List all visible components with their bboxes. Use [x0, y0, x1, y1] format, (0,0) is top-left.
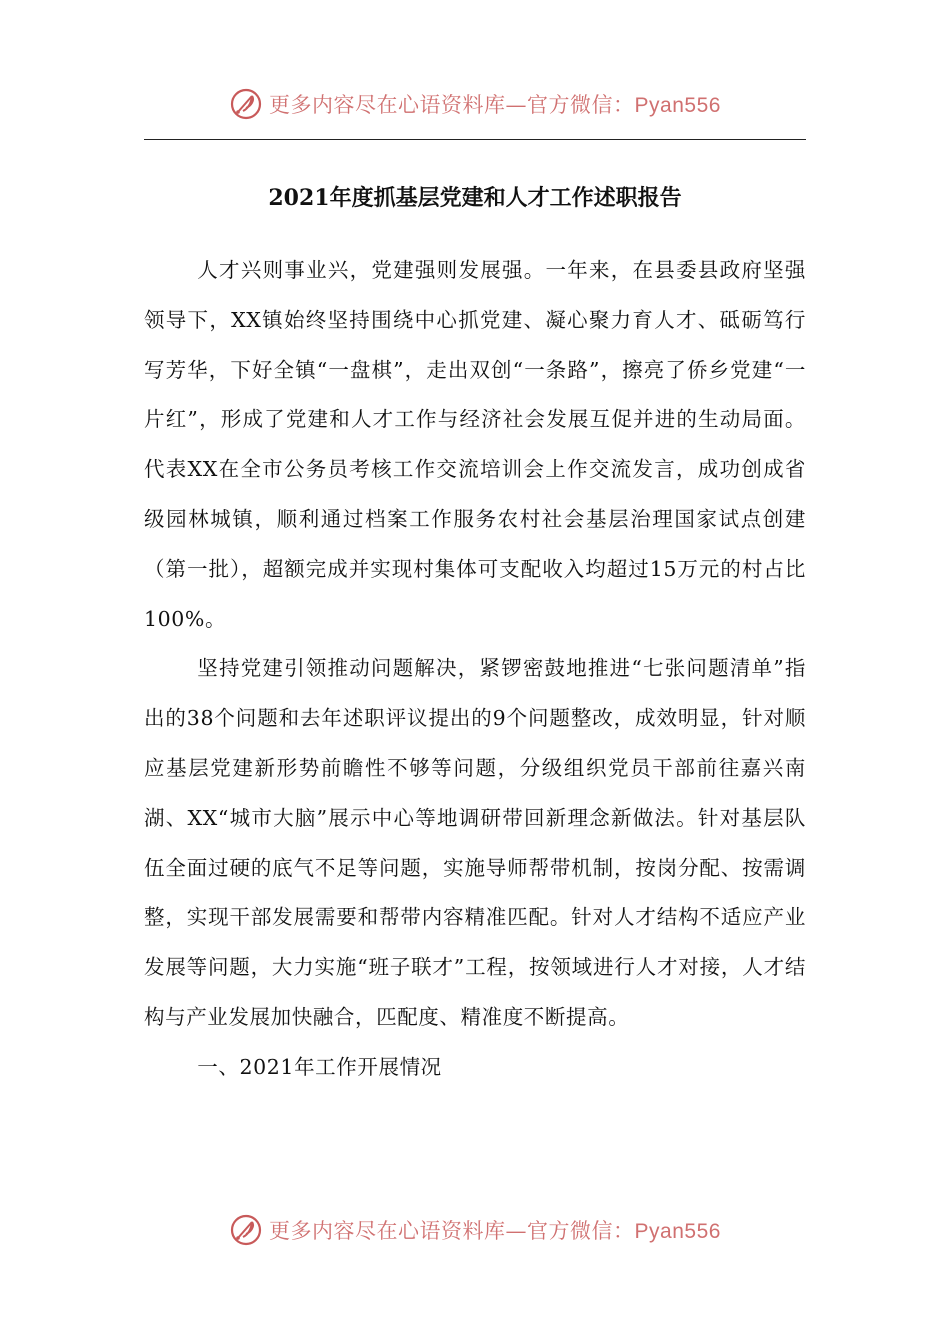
watermark-text: 更多内容尽在心语资料库—官方微信：Pyan556 [269, 93, 721, 117]
document-title: 2021年度抓基层党建和人才工作述职报告 [268, 185, 682, 211]
header-divider [144, 139, 806, 140]
quill-logo-icon [229, 1213, 263, 1247]
section-heading: 一、2021年工作开展情况 [197, 1054, 442, 1079]
watermark-text: 更多内容尽在心语资料库—官方微信：Pyan556 [269, 1219, 721, 1243]
watermark-wechat-id: Pyan556 [634, 94, 721, 117]
watermark-footer [0, 1210, 950, 1250]
watermark-header [0, 84, 950, 124]
paragraph-intro: 人才兴则事业兴，党建强则发展强。一年来，在县委县政府坚强领导下，XX镇始终坚持围绕中心抓党建、凝心聚力育人才、砥砺笃行写芳华，下好全镇“一盘棋”，走出双创“一条路”，擦亮了侨乡党建“一片红”，形成了党建和人才工作与经济社会发展互促并进的生动局面。代表XX在全市公务员考核工作交流培训会上作交流发言，成功创成省级园林城镇，顺利通过档案工作服务农村社会基层治理国家试点创建（第一批），超额完成并实现村集体可支配收入均超过15万元的村占比100%。 [144, 258, 806, 631]
watermark-wechat-id: Pyan556 [634, 1220, 721, 1243]
paragraph-problem-solving: 坚持党建引领推动问题解决，紧锣密鼓地推进“七张问题清单”指出的38个问题和去年述职评议提出的9个问题整改，成效明显，针对顺应基层党建新形势前瞻性不够等问题，分级组织党员干部前往嘉兴南湖、XX“城市大脑”展示中心等地调研带回新理念新做法。针对基层队伍全面过硬的底气不足等问题，实施导师帮带机制，按岗分配、按需调整，实现干部发展需要和帮带内容精准匹配。针对人才结构不适应产业发展等问题，大力实施“班子联才”工程，按领域进行人才对接，人才结构与产业发展加快融合，匹配度、精准度不断提高。 [144, 656, 806, 1029]
quill-logo-icon [229, 87, 263, 121]
document-body [144, 246, 806, 1093]
